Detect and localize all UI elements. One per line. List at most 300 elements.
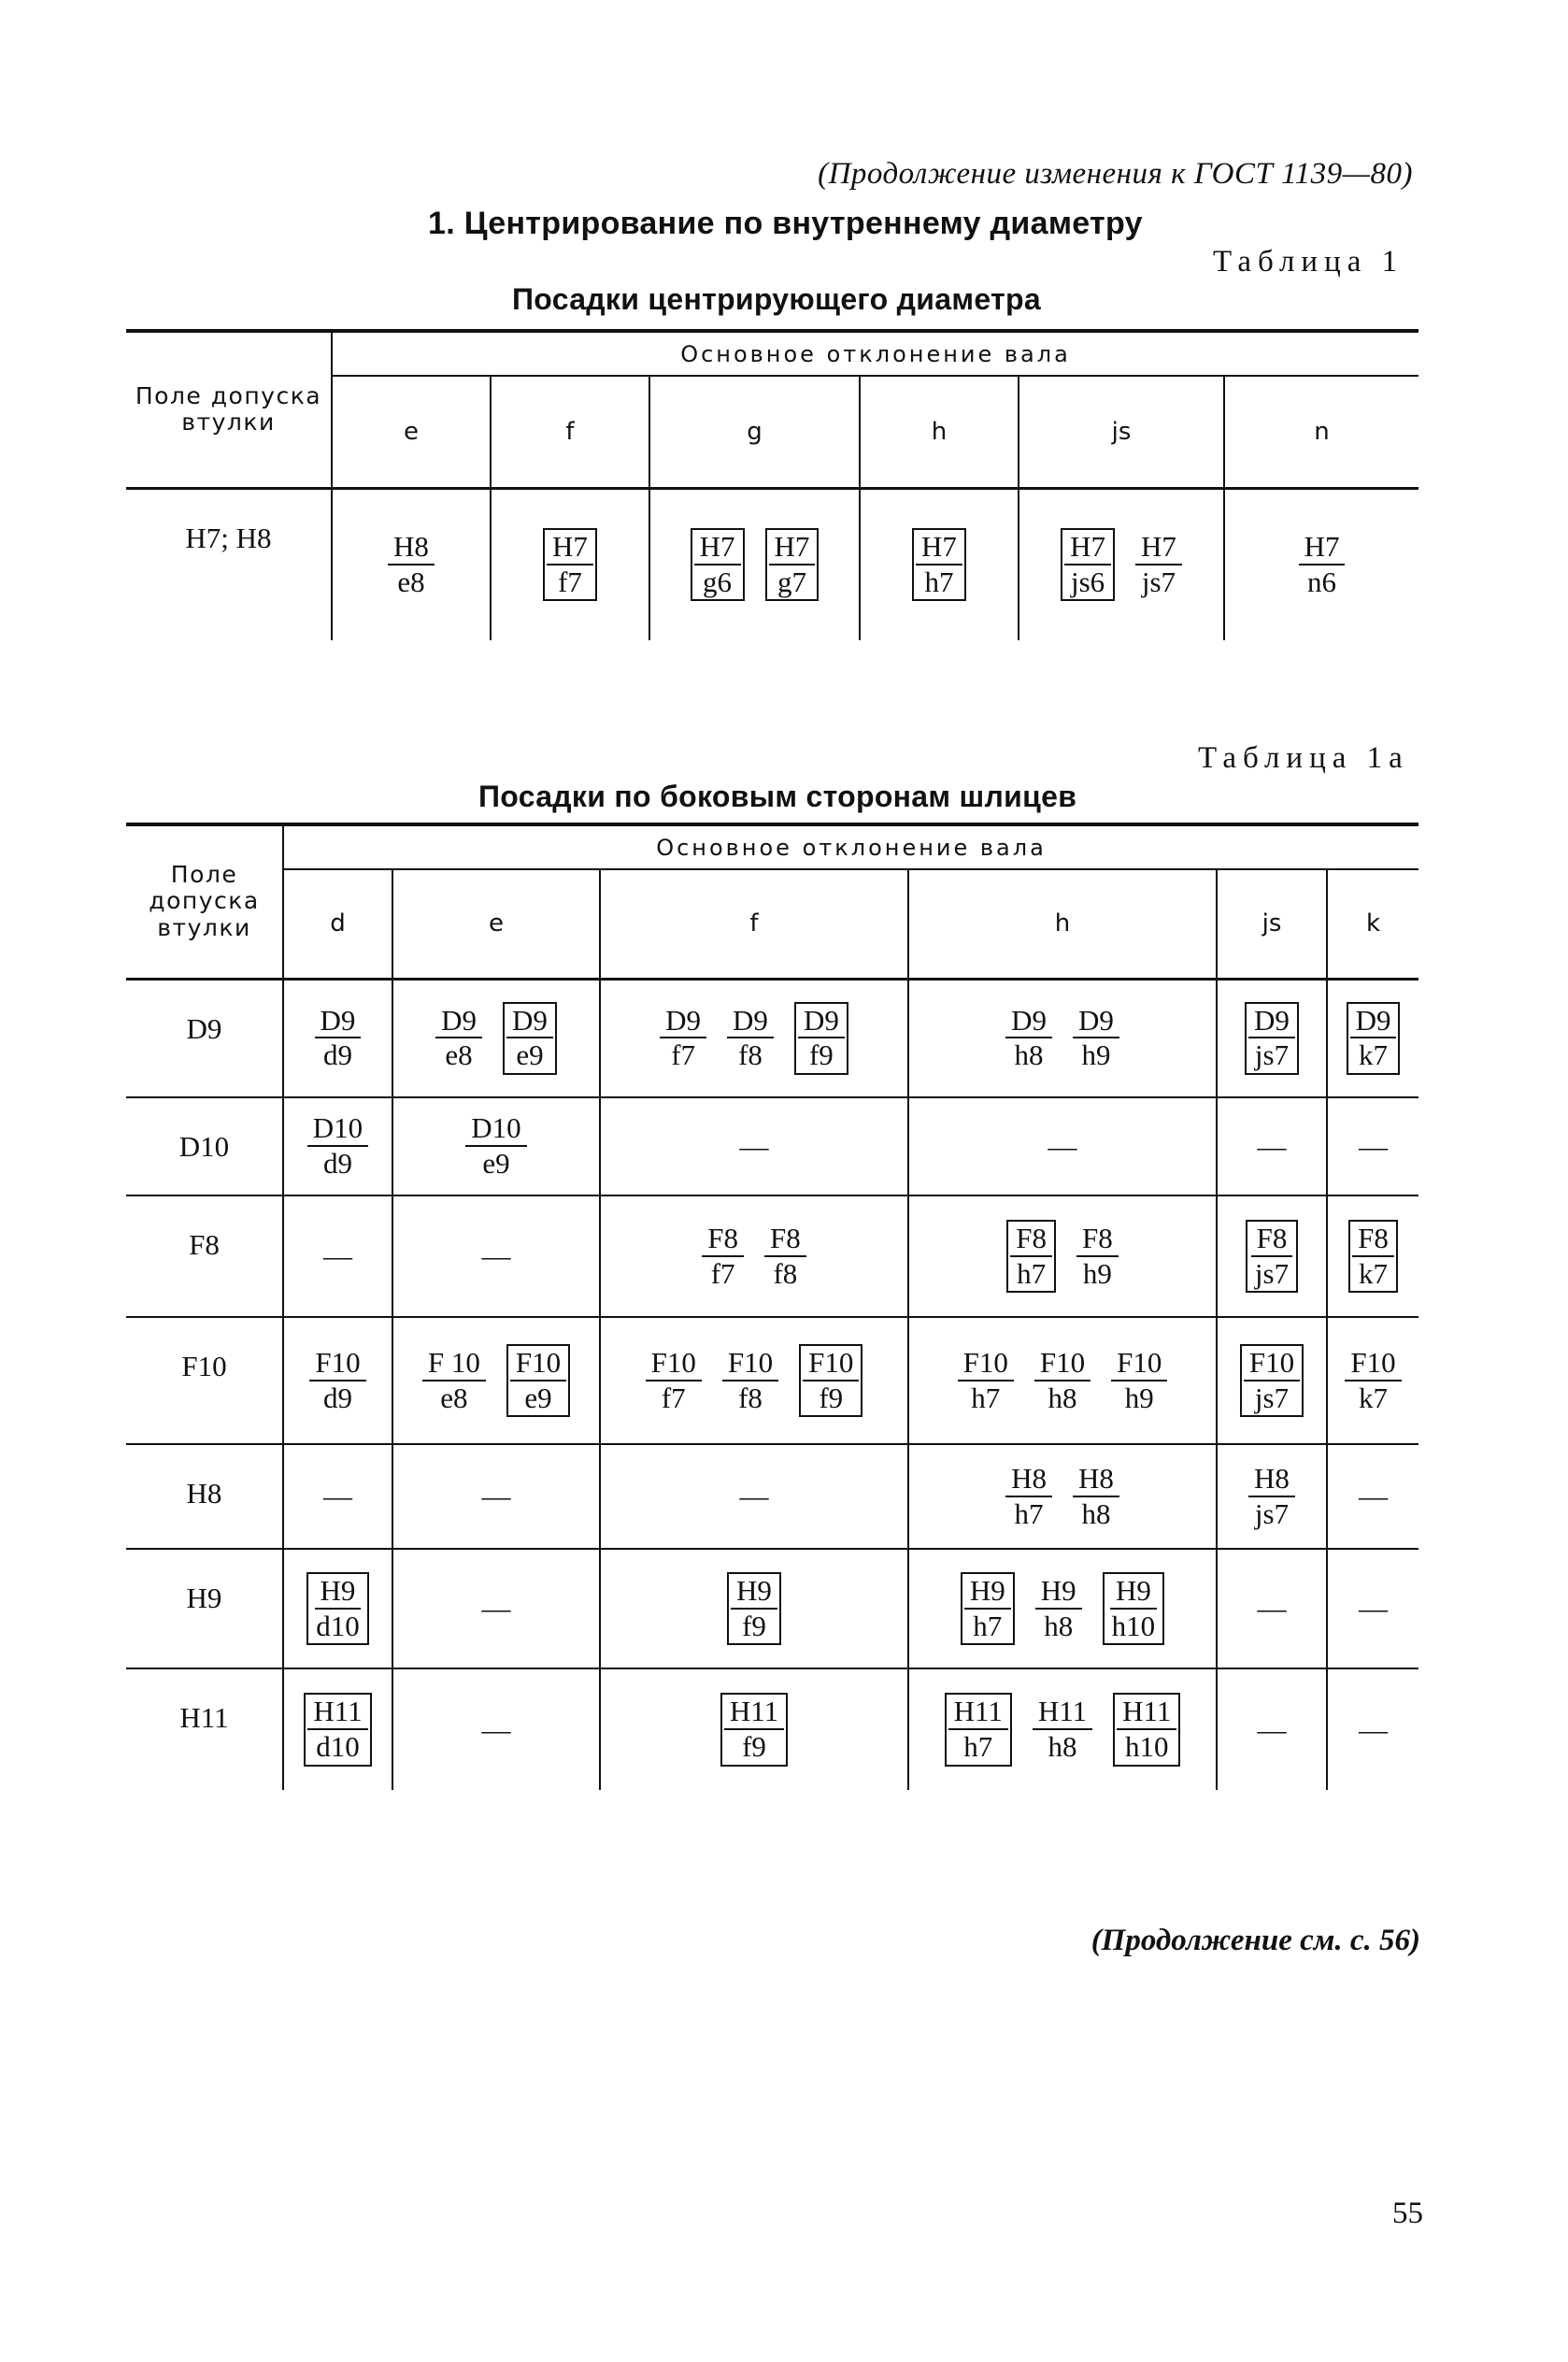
table1a-column-header: k <box>1327 869 1418 979</box>
table1a-cell-content <box>1218 1461 1326 1530</box>
fit-fraction <box>1005 1003 1052 1072</box>
fit-shaft-tolerance: e9 <box>482 1147 510 1180</box>
fit-shaft-tolerance: f9 <box>808 1038 834 1072</box>
table1a-cell <box>392 979 600 1097</box>
fit-shaft-tolerance: js6 <box>1070 565 1105 598</box>
table1a-cell-content <box>601 1130 907 1164</box>
table1a-cell-content <box>1328 1480 1418 1513</box>
table1a-cell <box>1217 1097 1327 1195</box>
table1a-cell <box>1327 1317 1418 1444</box>
fit-fraction <box>1345 1345 1401 1414</box>
table1a-cell <box>1327 1549 1418 1668</box>
fit-hole-tolerance: D9 <box>435 1006 482 1039</box>
table1a-column-header: js <box>1217 869 1327 979</box>
table1a-row <box>126 1097 1418 1195</box>
table1a-cell <box>392 1097 600 1195</box>
fit-shaft-tolerance: f9 <box>742 1730 766 1763</box>
boxed-fit-fraction <box>306 1572 369 1645</box>
table1a-row <box>126 1668 1418 1790</box>
table1a-group-header: Основное отклонение вала <box>283 824 1418 869</box>
table1a-cell-content <box>909 1693 1216 1766</box>
table1a-cell-content <box>284 1572 392 1645</box>
fit-fraction <box>422 1345 486 1414</box>
fit-fraction <box>1035 1573 1082 1642</box>
table1a-cell-content <box>1328 1345 1418 1414</box>
dash-mark: — <box>1257 1592 1287 1625</box>
table1a-cell <box>600 1668 908 1790</box>
table1a-cell <box>908 979 1217 1097</box>
dash-mark: — <box>1048 1129 1077 1163</box>
table1a-row <box>126 1317 1418 1444</box>
fit-shaft-tolerance: f9 <box>742 1609 766 1642</box>
fit-fraction <box>309 1345 365 1414</box>
table1a-cell-content <box>909 1572 1216 1645</box>
dash-mark: — <box>481 1239 511 1272</box>
fit-shaft-tolerance: h7 <box>924 565 954 598</box>
fit-hole-tolerance: F10 <box>309 1348 365 1381</box>
table1a-cell <box>1217 1549 1327 1668</box>
fit-hole-tolerance: H8 <box>1005 1464 1052 1497</box>
table1-cell-content <box>650 528 859 601</box>
table1a-row <box>126 979 1418 1097</box>
dash-mark: — <box>323 1480 352 1512</box>
table1a-cell-content <box>601 1480 907 1513</box>
table1a-cell-content <box>1328 1713 1418 1747</box>
fit-shaft-tolerance: h8 <box>1044 1609 1074 1642</box>
fit-shaft-tolerance: js7 <box>1254 1256 1290 1290</box>
fit-fraction <box>307 1113 368 1179</box>
table1a-cell-content <box>601 1002 907 1075</box>
table1a-cell-content <box>1218 1592 1326 1625</box>
fit-shaft-tolerance: h7 <box>963 1730 993 1763</box>
fit-shaft-tolerance: h9 <box>1081 1038 1111 1072</box>
table1a-row-label: F8 <box>189 1228 220 1261</box>
table1a-cell <box>600 1097 908 1195</box>
table1a-column-header: h <box>908 869 1217 979</box>
table1a-cell <box>1217 1195 1327 1317</box>
fit-fraction <box>1111 1345 1167 1414</box>
fit-hole-tolerance: D9 <box>798 1006 845 1039</box>
fit-hole-tolerance: H11 <box>948 1696 1008 1730</box>
table1a-cell <box>1217 979 1327 1097</box>
fit-shaft-tolerance: d9 <box>322 1038 352 1072</box>
fit-shaft-tolerance: g6 <box>703 565 733 598</box>
boxed-fit-fraction <box>503 1002 557 1075</box>
fit-hole-tolerance: H9 <box>1110 1576 1157 1610</box>
table1-column-header: h <box>860 376 1019 488</box>
table1a-cell-content <box>393 1002 599 1075</box>
dash-mark: — <box>739 1129 769 1163</box>
fit-fraction <box>1033 1696 1092 1762</box>
boxed-fit-fraction <box>304 1693 371 1766</box>
table1-cell <box>1224 488 1418 640</box>
fit-shaft-tolerance: f7 <box>661 1381 686 1414</box>
fit-shaft-tolerance: h7 <box>971 1381 1001 1414</box>
table1-cell <box>491 488 649 640</box>
fit-shaft-tolerance: f8 <box>738 1038 763 1072</box>
table1a-row-label: H11 <box>179 1701 229 1734</box>
boxed-fit-fraction <box>794 1002 848 1075</box>
fit-hole-tolerance: D10 <box>465 1113 526 1147</box>
fit-shaft-tolerance: h10 <box>1125 1730 1169 1763</box>
boxed-fit-fraction <box>1240 1344 1304 1417</box>
dash-mark: — <box>1359 1129 1388 1163</box>
fit-shaft-tolerance: h8 <box>1048 1730 1077 1763</box>
fit-hole-tolerance: H7 <box>1064 532 1111 565</box>
boxed-fit-fraction <box>543 528 597 601</box>
table1-column-header: n <box>1224 376 1418 488</box>
table1-column-header: g <box>649 376 860 488</box>
boxed-fit-fraction <box>691 528 745 601</box>
boxed-fit-fraction <box>945 1693 1012 1766</box>
table1a-cell <box>1327 1097 1418 1195</box>
table1a-column-header: d <box>283 869 392 979</box>
dash-mark: — <box>1257 1712 1287 1746</box>
boxed-fit-fraction <box>799 1344 862 1417</box>
fit-shaft-tolerance: h8 <box>1048 1381 1077 1414</box>
boxed-fit-fraction <box>1006 1220 1056 1293</box>
table1a-cell <box>600 979 908 1097</box>
table1a-row-header: Поле допуска втулки <box>126 824 283 979</box>
table1-cell <box>332 488 491 640</box>
table1a-row <box>126 1549 1418 1668</box>
fit-hole-tolerance: D9 <box>1005 1006 1052 1039</box>
table1a-row <box>126 1444 1418 1549</box>
table1a-cell <box>283 1317 392 1444</box>
fit-shaft-tolerance: e8 <box>445 1038 473 1072</box>
dash-mark: — <box>1359 1592 1388 1625</box>
fit-shaft-tolerance: e8 <box>440 1381 468 1414</box>
table1a-cell-content <box>1218 1130 1326 1164</box>
table1-cell <box>1019 488 1224 640</box>
table1a-cell-content <box>393 1592 599 1625</box>
fit-shaft-tolerance: h10 <box>1111 1609 1156 1642</box>
fit-hole-tolerance: D9 <box>660 1006 706 1039</box>
boxed-fit-fraction <box>506 1344 570 1417</box>
table1-cell <box>860 488 1019 640</box>
fit-hole-tolerance: H9 <box>1035 1576 1082 1610</box>
fit-fraction <box>646 1345 702 1414</box>
table1a-cell-content <box>393 1344 599 1417</box>
table1a-cell-content <box>284 1480 392 1513</box>
fit-hole-tolerance: H7 <box>694 532 741 565</box>
fit-shaft-tolerance: k7 <box>1359 1038 1388 1072</box>
boxed-fit-fraction <box>1061 528 1115 601</box>
fit-shaft-tolerance: h7 <box>1017 1256 1047 1290</box>
table1-cell-content <box>333 532 490 597</box>
table1a-cell-content <box>909 1220 1216 1293</box>
table1 <box>126 329 1418 640</box>
boxed-fit-fraction <box>912 528 966 601</box>
fit-hole-tolerance: F10 <box>1034 1348 1090 1381</box>
fit-fraction <box>1073 1003 1119 1072</box>
boxed-fit-fraction <box>727 1572 781 1645</box>
table1a-cell <box>908 1195 1217 1317</box>
table1a-row <box>126 1195 1418 1317</box>
fit-fraction <box>764 1221 806 1290</box>
fit-hole-tolerance: D9 <box>315 1006 362 1039</box>
table1a-cell <box>1327 1195 1418 1317</box>
table1a-cell <box>1327 1444 1418 1549</box>
fit-fraction <box>660 1003 706 1072</box>
fit-shaft-tolerance: f8 <box>738 1381 763 1414</box>
table1a-cell-content <box>393 1113 599 1179</box>
fit-hole-tolerance: D9 <box>1248 1006 1295 1039</box>
table1a-cell-content <box>1218 1220 1326 1293</box>
table1-cell-content <box>861 528 1018 601</box>
table1a-cell-content <box>909 1130 1216 1164</box>
fit-hole-tolerance: F10 <box>1345 1348 1401 1381</box>
table1-row-label: H7; H8 <box>185 521 272 554</box>
fit-shaft-tolerance: d9 <box>323 1381 352 1414</box>
table1a-cell <box>1217 1668 1327 1790</box>
continuation-header: (Продолжение изменения к ГОСТ 1139—80) <box>818 157 1413 191</box>
table1a-cell-content <box>284 1693 392 1766</box>
fit-fraction <box>465 1113 526 1179</box>
table1a-cell-content <box>393 1713 599 1747</box>
fit-hole-tolerance: H9 <box>315 1576 362 1610</box>
table1-cell-content <box>1225 532 1418 597</box>
table1a-cell <box>908 1317 1217 1444</box>
fit-hole-tolerance: F10 <box>803 1348 859 1381</box>
dash-mark: — <box>481 1592 511 1625</box>
fit-shaft-tolerance: f7 <box>710 1256 735 1290</box>
table1a-row-label: D9 <box>186 1011 222 1045</box>
fit-hole-tolerance: F10 <box>646 1348 702 1381</box>
dash-mark: — <box>1359 1712 1388 1746</box>
dash-mark: — <box>1359 1480 1388 1512</box>
table1a-cell <box>283 1444 392 1549</box>
fit-shaft-tolerance: h8 <box>1014 1038 1044 1072</box>
boxed-fit-fraction <box>1347 1002 1401 1075</box>
table1a-cell <box>392 1444 600 1549</box>
fit-hole-tolerance: H7 <box>916 532 962 565</box>
fit-hole-tolerance: H11 <box>307 1696 367 1730</box>
page-number: 55 <box>1392 2197 1423 2230</box>
table1-cell <box>649 488 860 640</box>
table1a-cell-content <box>1218 1002 1326 1075</box>
table1a-cell <box>283 1668 392 1790</box>
fit-hole-tolerance: F8 <box>1251 1224 1293 1257</box>
fit-fraction <box>1135 532 1182 597</box>
fit-hole-tolerance: H9 <box>731 1576 777 1610</box>
table1a-row-label: H8 <box>186 1477 222 1510</box>
fit-shaft-tolerance: f9 <box>819 1381 844 1414</box>
table1a-cell <box>1327 1668 1418 1790</box>
table1a-cell <box>600 1317 908 1444</box>
table1a-cell-content <box>909 1461 1216 1530</box>
fit-shaft-tolerance: js7 <box>1141 565 1176 598</box>
fit-hole-tolerance: H7 <box>547 532 593 565</box>
table1a-caption: Посадки по боковым сторонам шлицев <box>478 780 1077 813</box>
fit-fraction <box>1073 1461 1119 1530</box>
fit-shaft-tolerance: h8 <box>1081 1496 1111 1530</box>
table1a-cell-content <box>601 1221 907 1290</box>
dash-mark: — <box>1257 1129 1287 1163</box>
fit-hole-tolerance: H11 <box>1117 1696 1176 1730</box>
table1a-cell-content <box>1218 1344 1326 1417</box>
boxed-fit-fraction <box>1113 1693 1180 1766</box>
fit-hole-tolerance: H9 <box>964 1576 1011 1610</box>
table1a-cell <box>283 1549 392 1668</box>
table1a-cell <box>392 1317 600 1444</box>
fit-hole-tolerance: F8 <box>702 1224 744 1257</box>
table1a-cell <box>392 1549 600 1668</box>
table1a-cell <box>600 1195 908 1317</box>
dash-mark: — <box>481 1480 511 1512</box>
fit-shaft-tolerance: n6 <box>1307 565 1336 598</box>
table1a-cell <box>600 1549 908 1668</box>
table1a-cell-content <box>601 1572 907 1645</box>
fit-shaft-tolerance: f7 <box>558 565 582 598</box>
table1-group-header: Основное отклонение вала <box>332 331 1418 376</box>
fit-fraction <box>958 1345 1014 1414</box>
table1-row-header: Поле допуска втулки <box>126 331 332 488</box>
table1-column-header: f <box>491 376 649 488</box>
table1-row <box>126 488 1418 640</box>
table1a-column-header: e <box>392 869 600 979</box>
fit-hole-tolerance: H7 <box>1299 532 1346 565</box>
fit-fraction <box>435 1003 482 1072</box>
dash-mark: — <box>481 1712 511 1746</box>
fit-shaft-tolerance: e9 <box>516 1038 544 1072</box>
table1a-cell <box>908 1444 1217 1549</box>
fit-shaft-tolerance: h9 <box>1082 1256 1112 1290</box>
fit-shaft-tolerance: f8 <box>773 1256 798 1290</box>
fit-fraction <box>727 1003 774 1072</box>
fit-hole-tolerance: F8 <box>1076 1224 1119 1257</box>
table1a-cell <box>283 979 392 1097</box>
table1-column-header: js <box>1019 376 1224 488</box>
table1a-cell-content <box>909 1345 1216 1414</box>
fit-shaft-tolerance: js7 <box>1254 1496 1290 1530</box>
fit-hole-tolerance: F 10 <box>422 1348 486 1381</box>
fit-hole-tolerance: H8 <box>1248 1464 1295 1497</box>
table1a-cell <box>1217 1444 1327 1549</box>
fit-hole-tolerance: F10 <box>958 1348 1014 1381</box>
fit-hole-tolerance: F10 <box>722 1348 778 1381</box>
fit-shaft-tolerance: h7 <box>973 1609 1003 1642</box>
fit-shaft-tolerance: k7 <box>1359 1256 1388 1290</box>
table1a-column-header: f <box>600 869 908 979</box>
table1-label: Таблица 1 <box>1213 245 1404 279</box>
fit-shaft-tolerance: k7 <box>1359 1381 1388 1414</box>
table1a <box>126 823 1418 1790</box>
fit-hole-tolerance: D9 <box>1073 1006 1119 1039</box>
fit-shaft-tolerance: js7 <box>1254 1381 1290 1414</box>
fit-shaft-tolerance: e8 <box>397 565 425 598</box>
fit-hole-tolerance: D9 <box>1350 1006 1397 1039</box>
table1-column-header: e <box>332 376 491 488</box>
table1-caption: Посадки центрирующего диаметра <box>512 282 1041 316</box>
boxed-fit-fraction <box>1245 1002 1299 1075</box>
table1a-row-label: F10 <box>181 1350 227 1382</box>
table1a-cell-content <box>1328 1592 1418 1625</box>
fit-hole-tolerance: F10 <box>1244 1348 1300 1381</box>
fit-fraction <box>702 1221 744 1290</box>
table1a-cell-content <box>1328 1220 1418 1293</box>
table1a-cell <box>1217 1317 1327 1444</box>
table1a-cell-content <box>393 1480 599 1513</box>
section-title: 1. Центрирование по внутреннему диаметру <box>428 206 1143 241</box>
fit-hole-tolerance: H8 <box>1073 1464 1119 1497</box>
table1-cell-content <box>1019 528 1223 601</box>
fit-shaft-tolerance: e9 <box>524 1381 552 1414</box>
boxed-fit-fraction <box>720 1693 788 1766</box>
boxed-fit-fraction <box>765 528 820 601</box>
fit-fraction <box>722 1345 778 1414</box>
table1-cell-content <box>492 528 649 601</box>
table1a-row-label: H9 <box>186 1582 222 1614</box>
fit-hole-tolerance: D10 <box>307 1113 368 1147</box>
fit-hole-tolerance: H7 <box>1135 532 1182 565</box>
fit-shaft-tolerance: g7 <box>777 565 806 598</box>
fit-fraction <box>1005 1461 1052 1530</box>
table1a-cell-content <box>284 1239 392 1273</box>
dash-mark: — <box>739 1480 769 1512</box>
boxed-fit-fraction <box>1246 1220 1298 1293</box>
fit-shaft-tolerance: h7 <box>1014 1496 1044 1530</box>
fit-hole-tolerance: F8 <box>1010 1224 1052 1257</box>
table1a-cell-content <box>1328 1002 1418 1075</box>
fit-hole-tolerance: D9 <box>506 1006 553 1039</box>
table1a-cell <box>908 1668 1217 1790</box>
fit-hole-tolerance: H11 <box>724 1696 784 1730</box>
table1a-cell <box>600 1444 908 1549</box>
fit-shaft-tolerance: js7 <box>1254 1038 1290 1072</box>
table1a-cell <box>392 1668 600 1790</box>
table1a-cell <box>392 1195 600 1317</box>
boxed-fit-fraction <box>961 1572 1015 1645</box>
table1a-cell-content <box>1218 1713 1326 1747</box>
table1a-cell-content <box>601 1344 907 1417</box>
fit-hole-tolerance: F8 <box>1352 1224 1394 1257</box>
fit-hole-tolerance: F10 <box>510 1348 566 1381</box>
fit-fraction <box>315 1003 362 1072</box>
table1a-cell <box>283 1097 392 1195</box>
table1a-cell-content <box>1328 1130 1418 1164</box>
fit-hole-tolerance: D9 <box>727 1006 774 1039</box>
fit-fraction <box>1034 1345 1090 1414</box>
fit-shaft-tolerance: d10 <box>316 1730 360 1763</box>
fit-hole-tolerance: F8 <box>764 1224 806 1257</box>
fit-shaft-tolerance: d9 <box>322 1147 352 1180</box>
table1a-cell <box>283 1195 392 1317</box>
fit-hole-tolerance: H7 <box>769 532 816 565</box>
fit-fraction <box>1299 532 1346 597</box>
fit-fraction <box>388 532 435 597</box>
fit-fraction <box>1076 1221 1119 1290</box>
table1a-label: Таблица 1а <box>1198 741 1409 775</box>
fit-hole-tolerance: H11 <box>1033 1696 1092 1730</box>
table1a-cell <box>908 1097 1217 1195</box>
fit-hole-tolerance: H8 <box>388 532 435 565</box>
table1a-cell <box>908 1549 1217 1668</box>
table1a-cell-content <box>284 1345 392 1414</box>
table1a-cell-content <box>284 1003 392 1072</box>
dash-mark: — <box>323 1239 352 1272</box>
fit-shaft-tolerance: f7 <box>671 1038 696 1072</box>
boxed-fit-fraction <box>1103 1572 1165 1645</box>
fit-fraction <box>1248 1461 1295 1530</box>
fit-shaft-tolerance: d10 <box>316 1609 360 1642</box>
fit-hole-tolerance: F10 <box>1111 1348 1167 1381</box>
table1a-cell-content <box>393 1239 599 1273</box>
fit-shaft-tolerance: h9 <box>1124 1381 1154 1414</box>
table1a-cell <box>1327 979 1418 1097</box>
continuation-footer: (Продолжение см. с. 56) <box>1090 1924 1420 1957</box>
boxed-fit-fraction <box>1348 1220 1398 1293</box>
